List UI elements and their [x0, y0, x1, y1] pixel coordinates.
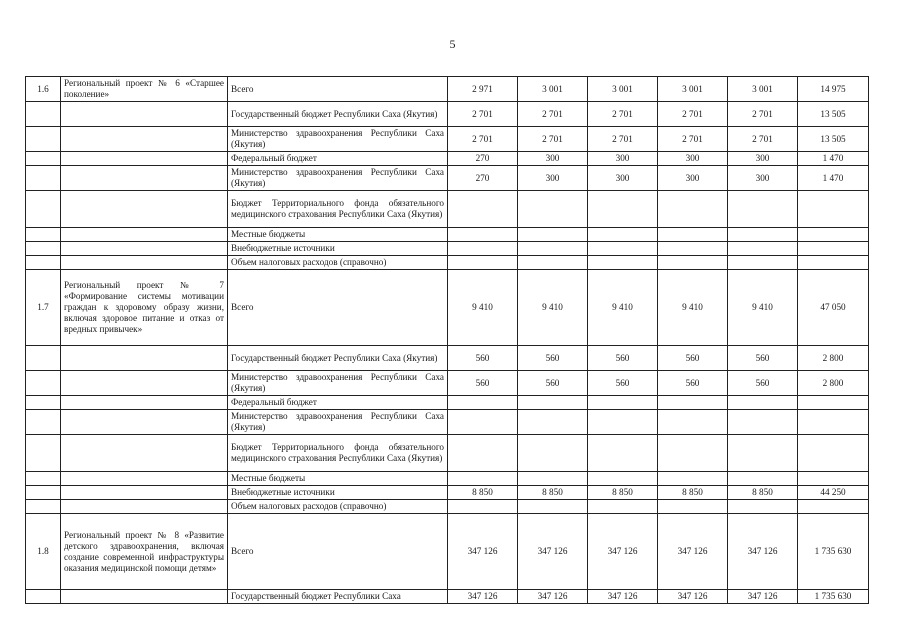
- value-cell: 347 126: [728, 514, 798, 590]
- table-row: [26, 371, 869, 396]
- value-cell: [588, 410, 658, 435]
- value-cell: 2 971: [448, 77, 518, 102]
- table-row: [26, 486, 869, 500]
- total-cell: 2 800: [798, 371, 869, 396]
- value-cell: 2 701: [518, 127, 588, 152]
- row-number: [26, 102, 61, 127]
- value-cell: 347 126: [658, 514, 728, 590]
- value-cell: 9 410: [448, 270, 518, 346]
- value-cell: [658, 435, 728, 472]
- value-cell: [518, 256, 588, 270]
- project-title: [61, 191, 228, 228]
- value-cell: [518, 396, 588, 410]
- table-row: [26, 270, 869, 346]
- total-cell: 1 470: [798, 166, 869, 191]
- project-title: [61, 396, 228, 410]
- total-cell: 14 975: [798, 77, 869, 102]
- project-title: [61, 500, 228, 514]
- value-cell: 2 701: [448, 127, 518, 152]
- value-cell: 347 126: [518, 590, 588, 604]
- value-cell: 3 001: [658, 77, 728, 102]
- value-cell: [518, 228, 588, 242]
- value-cell: [728, 191, 798, 228]
- value-cell: 560: [448, 346, 518, 371]
- value-cell: [588, 472, 658, 486]
- value-cell: [518, 472, 588, 486]
- total-cell: 1 470: [798, 152, 869, 166]
- value-cell: [518, 242, 588, 256]
- value-cell: 3 001: [518, 77, 588, 102]
- value-cell: 560: [728, 371, 798, 396]
- total-cell: [798, 435, 869, 472]
- funding-source: Министерство здравоохранения Республики Саха (Якутия): [228, 410, 448, 435]
- value-cell: 8 850: [728, 486, 798, 500]
- funding-source: Государственный бюджет Республики Саха: [228, 590, 448, 604]
- project-title: [61, 371, 228, 396]
- table-row: [26, 228, 869, 242]
- project-title: [61, 410, 228, 435]
- value-cell: 8 850: [518, 486, 588, 500]
- row-number: 1.8: [26, 514, 61, 590]
- value-cell: 347 126: [588, 590, 658, 604]
- value-cell: 270: [448, 152, 518, 166]
- value-cell: [728, 472, 798, 486]
- value-cell: [518, 435, 588, 472]
- total-cell: [798, 472, 869, 486]
- project-title: [61, 127, 228, 152]
- project-title: [61, 242, 228, 256]
- value-cell: 2 701: [518, 102, 588, 127]
- table-row: [26, 346, 869, 371]
- table-row: [26, 127, 869, 152]
- value-cell: 347 126: [588, 514, 658, 590]
- row-number: [26, 472, 61, 486]
- funding-source: Местные бюджеты: [228, 472, 448, 486]
- project-title: Региональный проект № 7 «Формирование системы мотивации граждан к здоровому образу жизни, включая здоровое питание и отказ от вредных привычек»: [61, 270, 228, 346]
- value-cell: [588, 191, 658, 228]
- table-row: [26, 514, 869, 590]
- row-number: [26, 500, 61, 514]
- row-number: [26, 256, 61, 270]
- project-title: [61, 256, 228, 270]
- funding-source: Министерство здравоохранения Республики Саха (Якутия): [228, 371, 448, 396]
- value-cell: 3 001: [588, 77, 658, 102]
- value-cell: [658, 242, 728, 256]
- value-cell: [588, 500, 658, 514]
- project-title: [61, 472, 228, 486]
- row-number: 1.6: [26, 77, 61, 102]
- value-cell: 300: [728, 166, 798, 191]
- project-title: [61, 166, 228, 191]
- budget-table: [25, 76, 869, 604]
- project-title: [61, 590, 228, 604]
- total-cell: [798, 191, 869, 228]
- value-cell: [658, 500, 728, 514]
- value-cell: 9 410: [658, 270, 728, 346]
- table-row: [26, 435, 869, 472]
- project-title: [61, 102, 228, 127]
- funding-source: Федеральный бюджет: [228, 152, 448, 166]
- table-row: [26, 77, 869, 102]
- value-cell: 2 701: [588, 127, 658, 152]
- value-cell: [518, 191, 588, 228]
- table-row: [26, 242, 869, 256]
- project-title: Региональный проект № 6 «Старшее поколение»: [61, 77, 228, 102]
- table-row: [26, 152, 869, 166]
- table-row: [26, 396, 869, 410]
- value-cell: 347 126: [518, 514, 588, 590]
- table-row: [26, 590, 869, 604]
- value-cell: [448, 242, 518, 256]
- row-number: [26, 371, 61, 396]
- value-cell: [448, 191, 518, 228]
- value-cell: 560: [588, 371, 658, 396]
- value-cell: [728, 256, 798, 270]
- project-title: [61, 486, 228, 500]
- value-cell: [448, 472, 518, 486]
- row-number: [26, 228, 61, 242]
- value-cell: 300: [588, 166, 658, 191]
- value-cell: 347 126: [448, 590, 518, 604]
- value-cell: [658, 228, 728, 242]
- value-cell: [518, 410, 588, 435]
- total-cell: 13 505: [798, 127, 869, 152]
- value-cell: 347 126: [448, 514, 518, 590]
- value-cell: [658, 472, 728, 486]
- value-cell: [448, 228, 518, 242]
- row-number: [26, 590, 61, 604]
- total-cell: [798, 256, 869, 270]
- project-title: Региональный проект № 8 «Развитие детского здравоохранения, включая создание современной инфраструктуры оказания медицинской помощи детям»: [61, 514, 228, 590]
- value-cell: 8 850: [588, 486, 658, 500]
- total-cell: 13 505: [798, 102, 869, 127]
- value-cell: [728, 242, 798, 256]
- total-cell: [798, 396, 869, 410]
- table-row: [26, 256, 869, 270]
- row-number: [26, 396, 61, 410]
- value-cell: 560: [728, 346, 798, 371]
- project-title: [61, 346, 228, 371]
- total-cell: 47 050: [798, 270, 869, 346]
- total-cell: [798, 500, 869, 514]
- value-cell: 300: [728, 152, 798, 166]
- funding-source: Внебюджетные источники: [228, 242, 448, 256]
- funding-source: Государственный бюджет Республики Саха (Якутия): [228, 346, 448, 371]
- value-cell: 2 701: [448, 102, 518, 127]
- value-cell: 347 126: [728, 590, 798, 604]
- value-cell: [588, 435, 658, 472]
- total-cell: [798, 242, 869, 256]
- value-cell: [588, 256, 658, 270]
- funding-source: Всего: [228, 77, 448, 102]
- value-cell: 560: [588, 346, 658, 371]
- value-cell: [728, 410, 798, 435]
- value-cell: 2 701: [588, 102, 658, 127]
- row-number: [26, 410, 61, 435]
- value-cell: 347 126: [658, 590, 728, 604]
- value-cell: 9 410: [728, 270, 798, 346]
- value-cell: 560: [518, 371, 588, 396]
- row-number: 1.7: [26, 270, 61, 346]
- row-number: [26, 191, 61, 228]
- row-number: [26, 166, 61, 191]
- total-cell: 1 735 630: [798, 514, 869, 590]
- total-cell: 44 250: [798, 486, 869, 500]
- row-number: [26, 435, 61, 472]
- value-cell: 300: [658, 152, 728, 166]
- table-row: [26, 166, 869, 191]
- value-cell: [448, 396, 518, 410]
- row-number: [26, 152, 61, 166]
- table-row: [26, 500, 869, 514]
- value-cell: 8 850: [658, 486, 728, 500]
- value-cell: [728, 228, 798, 242]
- table-row: [26, 191, 869, 228]
- value-cell: 300: [518, 152, 588, 166]
- value-cell: [588, 242, 658, 256]
- funding-source: Федеральный бюджет: [228, 396, 448, 410]
- total-cell: 1 735 630: [798, 590, 869, 604]
- value-cell: 2 701: [658, 127, 728, 152]
- funding-source: Всего: [228, 270, 448, 346]
- value-cell: [658, 256, 728, 270]
- funding-source: Государственный бюджет Республики Саха (Якутия): [228, 102, 448, 127]
- value-cell: [588, 396, 658, 410]
- value-cell: 300: [588, 152, 658, 166]
- value-cell: 3 001: [728, 77, 798, 102]
- project-title: [61, 152, 228, 166]
- value-cell: [448, 256, 518, 270]
- row-number: [26, 346, 61, 371]
- value-cell: 300: [518, 166, 588, 191]
- value-cell: 560: [658, 346, 728, 371]
- value-cell: [448, 435, 518, 472]
- funding-source: Бюджет Территориального фонда обязательного медицинского страхования Республики Саха (Якутия): [228, 435, 448, 472]
- funding-source: Объем налоговых расходов (справочно): [228, 500, 448, 514]
- value-cell: [658, 410, 728, 435]
- value-cell: [588, 228, 658, 242]
- value-cell: 9 410: [518, 270, 588, 346]
- table-row: [26, 472, 869, 486]
- value-cell: 9 410: [588, 270, 658, 346]
- value-cell: 270: [448, 166, 518, 191]
- funding-source: Всего: [228, 514, 448, 590]
- value-cell: [518, 500, 588, 514]
- value-cell: 2 701: [728, 102, 798, 127]
- value-cell: 300: [658, 166, 728, 191]
- funding-source: Министерство здравоохранения Республики Саха (Якутия): [228, 166, 448, 191]
- funding-source: Местные бюджеты: [228, 228, 448, 242]
- value-cell: [658, 191, 728, 228]
- value-cell: 560: [448, 371, 518, 396]
- total-cell: [798, 228, 869, 242]
- row-number: [26, 127, 61, 152]
- table-row: [26, 102, 869, 127]
- funding-source: Внебюджетные источники: [228, 486, 448, 500]
- value-cell: 2 701: [658, 102, 728, 127]
- value-cell: 8 850: [448, 486, 518, 500]
- value-cell: [728, 396, 798, 410]
- funding-source: Объем налоговых расходов (справочно): [228, 256, 448, 270]
- total-cell: [798, 410, 869, 435]
- funding-source: Министерство здравоохранения Республики Саха (Якутия): [228, 127, 448, 152]
- value-cell: [658, 396, 728, 410]
- value-cell: 2 701: [728, 127, 798, 152]
- project-title: [61, 435, 228, 472]
- table-row: [26, 410, 869, 435]
- value-cell: [448, 500, 518, 514]
- row-number: [26, 242, 61, 256]
- value-cell: 560: [658, 371, 728, 396]
- total-cell: 2 800: [798, 346, 869, 371]
- funding-source: Бюджет Территориального фонда обязательного медицинского страхования Республики Саха (Якутия): [228, 191, 448, 228]
- value-cell: [448, 410, 518, 435]
- value-cell: [728, 435, 798, 472]
- project-title: [61, 228, 228, 242]
- page-number: 5: [449, 37, 456, 51]
- value-cell: [728, 500, 798, 514]
- row-number: [26, 486, 61, 500]
- value-cell: 560: [518, 346, 588, 371]
